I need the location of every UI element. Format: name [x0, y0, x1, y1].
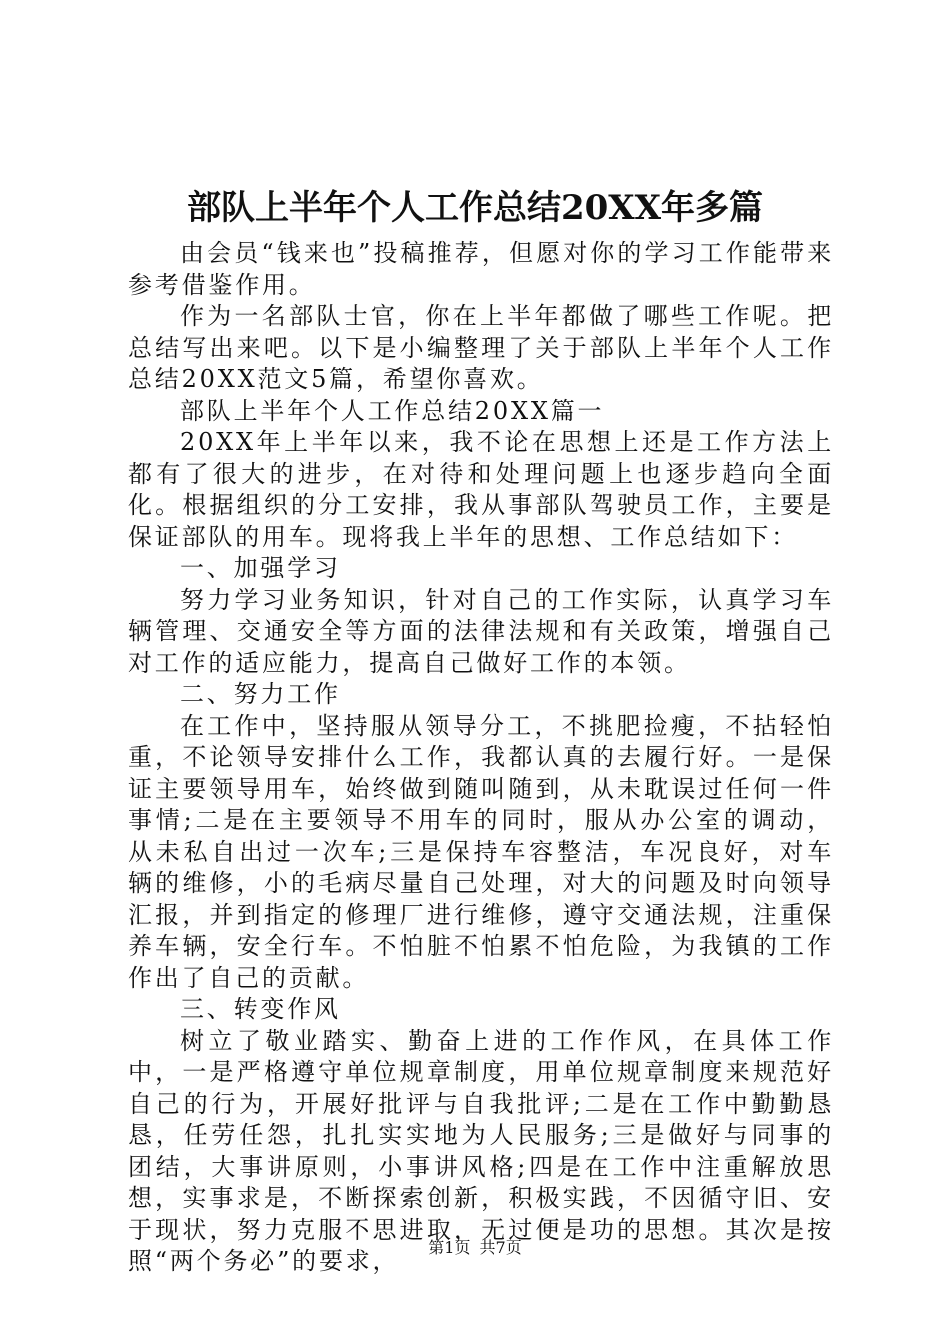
paragraph: 作为一名部队士官，你在上半年都做了哪些工作呢。把总结写出来吧。以下是小编整理了关于部队上半年个人工作总结20XX范文5篇，希望你喜欢。	[128, 302, 834, 393]
paragraph: 在工作中，坚持服从领导分工，不挑肥捡瘦，不拈轻怕重，不论领导安排什么工作，我都认真的去履行好。一是保证主要领导用车，始终做到随叫随到，从未耽误过任何一件事情;二是在主要领导不用车的同时，服从办公室的调动，从未私自出过一次车;三是保持车容整洁，车况良好，对车辆的维修，小的毛病尽量自己处理，对大的问题及时向领导汇报，并到指定的修理厂进行维修，遵守交通法规，注重保养车辆，安全行车。不怕脏不怕累不怕危险，为我镇的工作作出了自己的贡献。	[128, 711, 834, 992]
paragraph: 20XX年上半年以来，我不论在思想上还是工作方法上都有了很大的进步，在对待和处理问题上也逐步趋向全面化。根据组织的分工安排，我从事部队驾驶员工作，主要是保证部队的用车。现将我上半年的思想、工作总结如下：	[128, 428, 834, 551]
paragraph: 由会员“钱来也”投稿推荐，但愿对你的学习工作能带来参考借鉴作用。	[128, 239, 834, 299]
document-body	[128, 238, 834, 1278]
section-heading: 三、转变作风	[180, 995, 341, 1023]
paragraph: 树立了敬业踏实、勤奋上进的工作作风，在具体工作中，一是严格遵守单位规章制度，用单位规章制度来规范好自己的行为，开展好批评与自我批评;二是在工作中勤勤恳恳，任劳任怨，扎扎实实地为人民服务;三是做好与同事的团结，大事讲原则，小事讲风格;四是在工作中注重解放思想，实事求是，不断探索创新，积极实践，不因循守旧、安于现状，努力克服不思进取，无过便是功的思想。其次是按照“两个务必”的要求，	[128, 1026, 834, 1275]
section-heading: 二、努力工作	[180, 680, 341, 708]
document-title: 部队上半年个人工作总结20XX年多篇	[186, 188, 764, 228]
section-heading: 一、加强学习	[180, 554, 341, 582]
section-heading: 部队上半年个人工作总结20XX篇一	[180, 396, 605, 425]
paragraph: 努力学习业务知识，针对自己的工作实际，认真学习车辆管理、交通安全等方面的法律法规和有关政策，增强自己对工作的适应能力，提高自己做好工作的本领。	[128, 585, 834, 677]
page-footer	[0, 1237, 950, 1259]
page-number: 第1页	[428, 1238, 471, 1257]
page-total: 共7页	[479, 1238, 522, 1257]
